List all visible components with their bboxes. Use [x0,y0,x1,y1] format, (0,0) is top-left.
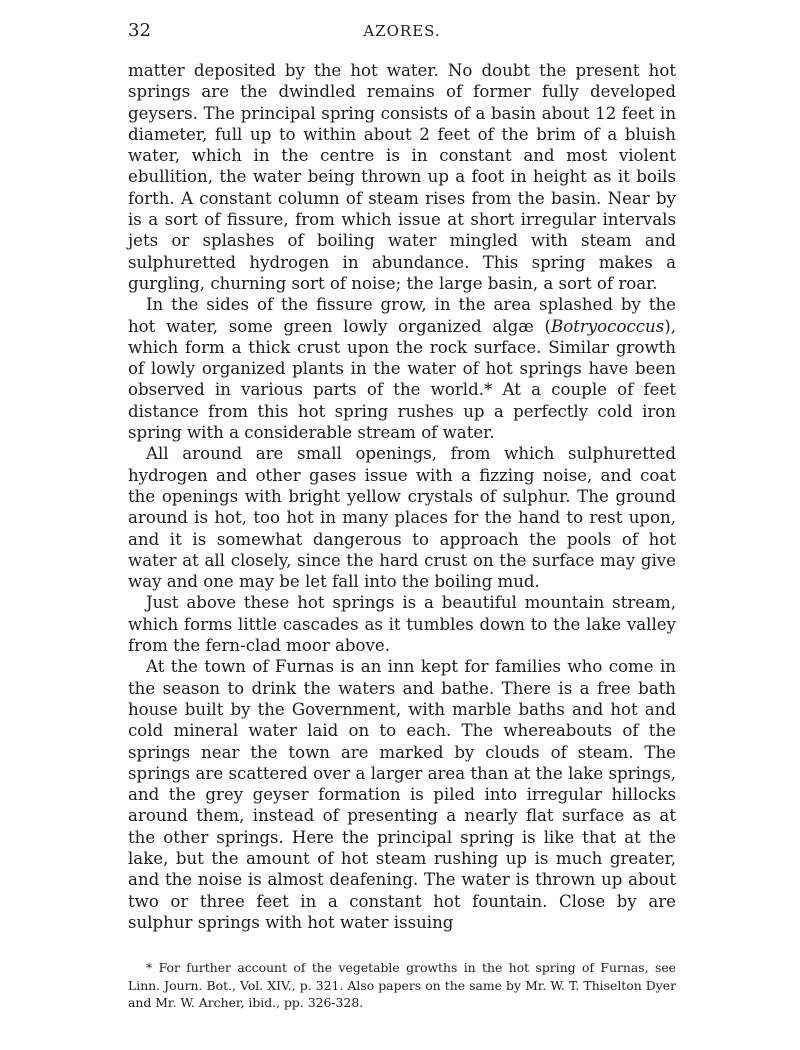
paragraph-text: ), which form a thick crust upon the rock surface. Similar growth of lowly organized plants in the water of hot springs have been observed in various parts of the world.* At a couple of feet distance from this hot spring rushes up a perfectly cold iron spring with a considerable stream of water. [128,316,676,443]
footnote [128,959,676,1012]
footnote-text: * For further account of the vegetable growths in the hot spring of Furnas, see Linn. Journ. Bot., Vol. XIV., p. 321. Also papers on the same by Mr. W. T. Thiselton Dyer and Mr. W. Archer, ibid., pp. 326-328. [128,960,676,1011]
italic-genus-name: Botryococcus [551,316,665,336]
paragraph [128,294,676,443]
paragraph: matter deposited by the hot water. No doubt the present hot springs are the dwindled remains of former fully developed geysers. The principal spring consists of a basin about 12 feet in diameter, full up to within about 2 feet of the brim of a bluish water, which in the centre is in constant and most violent ebullition, the water being thrown up a foot in height as it boils forth. A constant column of steam rises from the basin. Near by is a sort of fissure, from which issue at short irregular intervals jets or splashes of boiling water mingled with steam and sulphuretted hydrogen in abundance. This spring makes a gurgling, churning sort of noise; the large basin, a sort of roar. [128,61,676,293]
running-title: AZORES. [363,22,441,40]
running-head [128,20,676,48]
paragraph-text: In the sides of the fissure grow, in the area splashed by the hot water, some green lowly organized algæ ( [128,295,676,336]
paragraph: Just above these hot springs is a beautiful mountain stream, which forms little cascades as it tumbles down to the lake valley from the fern-clad moor above. [128,593,676,656]
paragraph: At the town of Furnas is an inn kept for families who come in the season to drink the waters and bathe. There is a free bath house built by the Government, with marble baths and hot and cold mineral water laid on to each. The whereabouts of the springs near the town are marked by clouds of steam. The springs are scattered over a larger area than at the lake springs, and the grey geyser formation is piled into irregular hillocks around them, instead of presenting a nearly flat surface as at the other springs. Here the principal spring is like that at the lake, but the amount of hot steam rushing up is much greater, and the noise is almost deafening. The water is thrown up about two or three feet in a constant hot fountain. Close by are sulphur springs with hot water issuing [128,657,676,932]
body-text [128,60,676,933]
page-number: 32 [128,20,151,41]
paragraph: All around are small openings, from which sulphuretted hydrogen and other gases issue with a fizzing noise, and coat the openings with bright yellow crystals of sulphur. The ground around is hot, too hot in many places for the hand to rest upon, and it is somewhat dangerous to approach the pools of hot water at all closely, since the hard crust on the surface may give way and one may be let fall into the boiling mud. [128,444,676,592]
